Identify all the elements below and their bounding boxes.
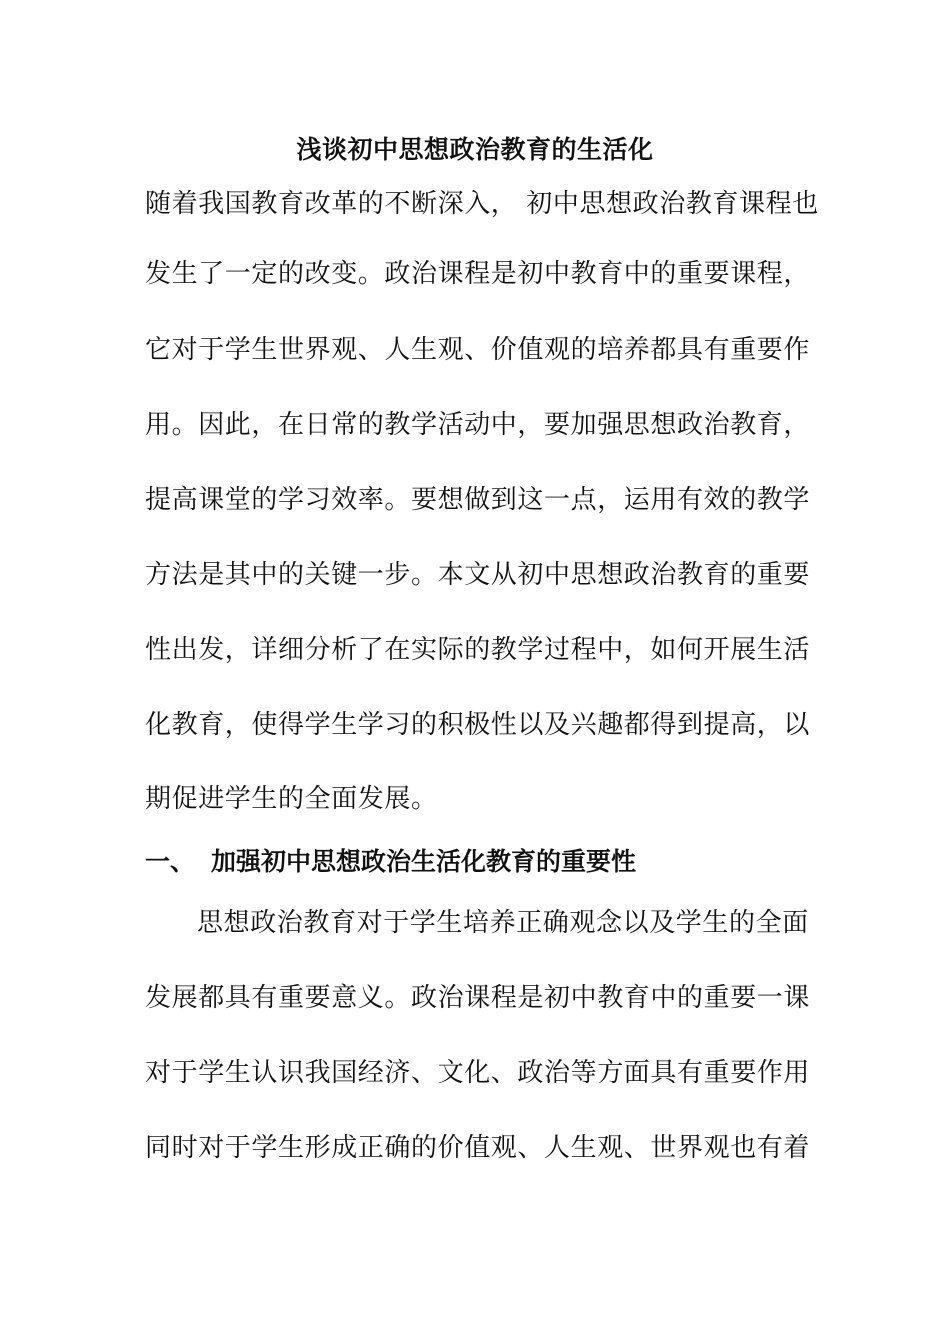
abstract-line: 期促进学生的全面发展。 (145, 784, 438, 814)
section-heading (145, 845, 810, 879)
abstract-line: 它对于学生世界观、人生观、价值观的培养都具有重要作 (145, 335, 811, 365)
abstract-line: 性出发，详细分析了在实际的教学过程中，如何开展生活 (145, 635, 811, 665)
section-body-line: 同时对于学生形成正确的价值观、人生观、世界观也有着 (145, 1133, 811, 1163)
abstract-line: 提高课堂的学习效率。要想做到这一点，运用有效的教学 (145, 485, 811, 515)
document-title: 浅谈初中思想政治教育的生活化 (296, 135, 654, 164)
abstract-line: 用。因此，在日常的教学活动中，要加强思想政治教育， (145, 410, 811, 440)
section-number: 一、 (145, 847, 196, 876)
abstract-line: 方法是其中的关键一步。本文从初中思想政治教育的重要 (145, 560, 811, 590)
abstract-line: 随着我国教育改革的不断深入， 初中思想政治教育课程也 (145, 189, 819, 219)
section-body-line: 对于学生认识我国经济、文化、政治等方面具有重要作用 (145, 1058, 811, 1088)
abstract-line: 发生了一定的改变。政治课程是初中教育中的重要课程， (145, 259, 811, 289)
abstract-line: 化教育，使得学生学习的积极性以及兴趣都得到提高，以 (145, 710, 811, 740)
section-title: 加强初中思想政治生活化教育的重要性 (211, 847, 637, 876)
section-body-line: 发展都具有重要意义。政治课程是初中教育中的重要一课 (145, 983, 811, 1013)
section-body-line: 思想政治教育对于学生培养正确观念以及学生的全面 (197, 908, 809, 938)
